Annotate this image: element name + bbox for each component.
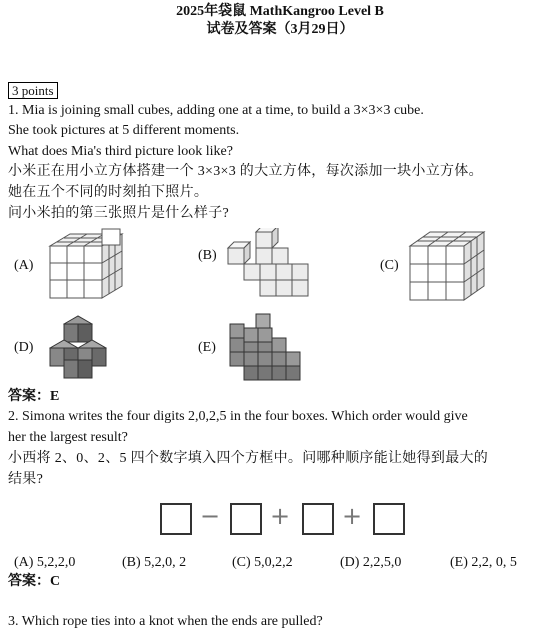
cube-figure-c [408,228,486,302]
option-b-label: (B) [198,248,217,263]
q1-cn-1: 小米正在用小立方体搭建一个 3×3×3 的大立方体，每次添加一块小立方体。 [8,164,483,179]
q1-answer: 答案：E [8,389,60,404]
q1-text-2: She took pictures at 5 different moments. [8,123,240,138]
digit-box-1 [160,503,192,535]
q1-cn-2: 她在五个不同的时刻拍下照片。 [8,185,209,200]
digit-box-2 [230,503,262,535]
q2-text-1: 2. Simona writes the four digits 2,0,2,5 in the four boxes. Which order would give [8,409,468,424]
minus-operator: − [200,502,221,530]
q1-text-3: What does Mia's third picture look like? [8,144,233,159]
choice-d: (D) 2,2,5,0 [340,555,402,570]
digit-box-4 [373,503,405,535]
q2-text-2: her the largest result? [8,430,128,445]
cube-figure-b [226,228,312,298]
choice-a: (A) 5,2,2,0 [14,555,76,570]
q2-cn-1: 小西将 2、0、2、5 四个数字填入四个方框中。问哪种顺序能让她得到最大的 [8,451,489,466]
plus-operator-1: + [270,502,291,530]
q2-cn-2: 结果? [8,472,44,487]
cube-figure-a [46,228,126,304]
option-c-label: (C) [380,258,399,273]
plus-operator-2: + [342,502,363,530]
q3-text-1: 3. Which rope ties into a knot when the ends are pulled? [8,614,323,629]
page-title: 2025年袋鼠 MathKangroo Level B [176,4,384,19]
q2-answer: 答案：C [8,574,61,589]
choice-c: (C) 5,0,2,2 [232,555,293,570]
choice-b: (B) 5,2,0, 2 [122,555,187,570]
cube-figure-d [46,314,116,380]
cube-figure-e [226,312,302,384]
q1-text-1: 1. Mia is joining small cubes, adding one at a time, to build a 3×3×3 cube. [8,103,424,118]
option-e-label: (E) [198,340,216,355]
option-a-label: (A) [14,258,34,273]
points-badge: 3 points [8,82,58,99]
choice-e: (E) 2,2, 0, 5 [450,555,517,570]
q1-cn-3: 问小米拍的第三张照片是什么样子? [8,206,230,221]
option-d-label: (D) [14,340,34,355]
page-subtitle: 试卷及答案（3月29日） [206,22,354,37]
digit-box-3 [302,503,334,535]
